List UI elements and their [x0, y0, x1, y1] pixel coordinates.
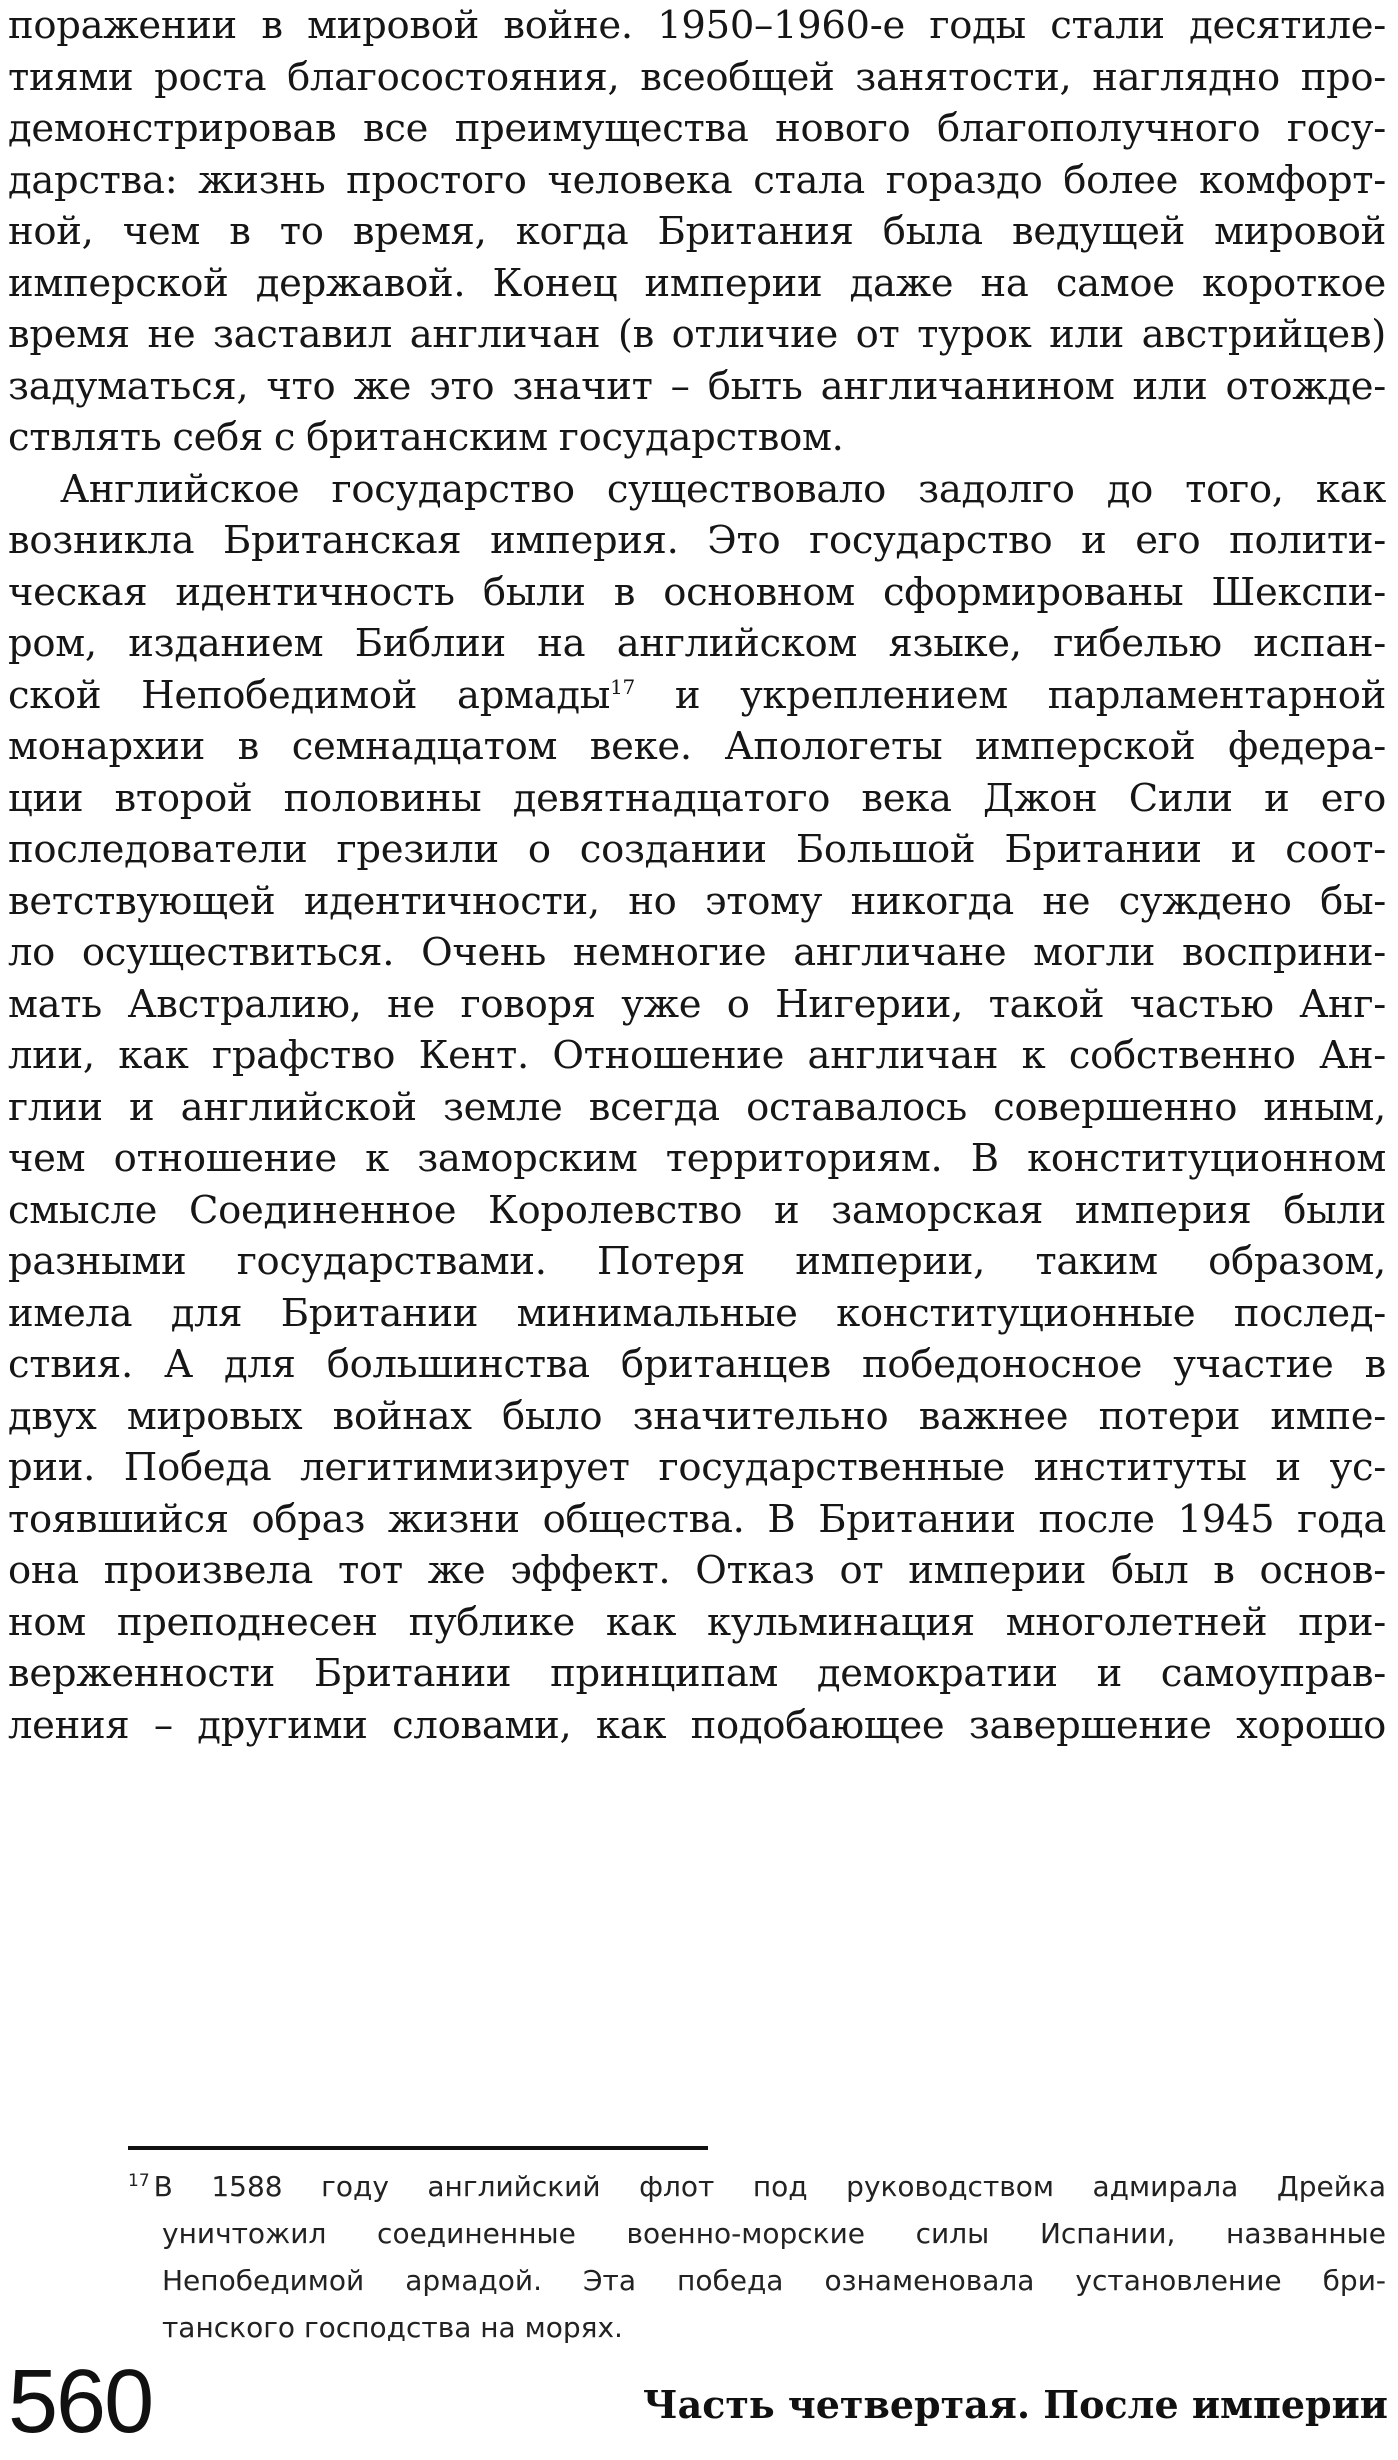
footnote: [128, 2163, 1386, 2351]
running-head: Часть четвертая. После империи: [642, 2382, 1388, 2427]
text-line: тиями роста благосостояния, всеобщей занятости, наглядно про-: [8, 54, 1386, 100]
text-line: ной, чем в то время, когда Британия была ведущей мировой: [8, 209, 1386, 254]
text-line: демонстрировав все преимущества нового благополучного госу-: [8, 106, 1386, 151]
text-line: ления – другими словами, как подобающее завершение хорошо: [8, 1702, 1386, 1748]
text-fragment: и укреплением парламентарной: [634, 672, 1386, 718]
footnote-reference[interactable]: 17: [610, 674, 635, 699]
text-line: лии, как графство Кент. Отношение англичан к собственно Ан-: [8, 1033, 1386, 1078]
footnote-text: В 1588 году английский флот под руководством адмирала Дрейка: [153, 2170, 1386, 2203]
text-line: ветствующей идентичности, но этому никогда не суждено бы-: [8, 878, 1386, 924]
text-line: мать Австралию, не говоря уже о Нигерии, такой частью Анг-: [8, 981, 1386, 1027]
text-line: имела для Британии минимальные конституционные послед-: [8, 1290, 1386, 1336]
text-line: ствия. А для большинства британцев победоносное участие в: [8, 1342, 1386, 1387]
text-line: разными государствами. Потеря империи, таким образом,: [8, 1239, 1386, 1284]
text-line: она произвела тот же эффект. Отказ от империи был в основ-: [8, 1548, 1386, 1593]
text-line: последователи грезили о создании Большой Британии и соот-: [8, 827, 1386, 872]
text-line: время не заставил англичан (в отличие от турок или австрийцев): [8, 312, 1386, 357]
text-line: ствлять себя с британским государством.: [8, 415, 844, 460]
text-line: смысле Соединенное Королевство и заморская империя были: [8, 1187, 1386, 1233]
text-line: двух мировых войнах было значительно важнее потери импе-: [8, 1393, 1386, 1439]
text-line: дарства: жизнь простого человека стала гораздо более комфорт-: [8, 157, 1386, 203]
text-line: ном преподнесен публике как кульминация многолетней при-: [8, 1599, 1386, 1645]
footnote-divider: [128, 2146, 708, 2150]
text-line: поражении в мировой войне. 1950–1960-е годы стали десятиле-: [8, 3, 1386, 48]
text-line-with-footnote-ref: [8, 670, 1386, 722]
footnote-line: танского господства на морях.: [162, 2311, 623, 2344]
text-line: верженности Британии принципам демократии и самоуправ-: [8, 1651, 1386, 1696]
text-line: ции второй половины девятнадцатого века Джон Сили и его: [8, 775, 1386, 821]
text-fragment: ской Непобедимой армады: [8, 672, 611, 718]
text-line: рии. Победа легитимизирует государственные институты и ус-: [8, 1445, 1386, 1490]
footnote-line: уничтожил соединенные военно-морские силы Испании, названные: [162, 2217, 1386, 2250]
body-text: [8, 0, 1386, 1751]
footnote-marker: 17: [128, 2170, 150, 2191]
text-line: возникла Британская империя. Это государство и его полити-: [8, 518, 1386, 563]
footnote-line: Непобедимой армадой. Эта победа ознаменовала установление бри-: [162, 2264, 1386, 2297]
text-line: ло осуществиться. Очень немногие англичане могли восприни-: [8, 930, 1386, 975]
text-line: имперской державой. Конец империи даже на самое короткое: [8, 260, 1386, 306]
text-line: глии и английской земле всегда оставалось совершенно иным,: [8, 1084, 1386, 1130]
text-line: монархии в семнадцатом веке. Апологеты имперской федера-: [8, 724, 1386, 769]
paragraph-start-line: Английское государство существовало задолго до того, как: [60, 466, 1386, 512]
text-line: тоявшийся образ жизни общества. В Британии после 1945 года: [8, 1496, 1386, 1542]
text-line: задуматься, что же это значит – быть англичанином или отожде-: [8, 363, 1386, 409]
footnote-line: [128, 2163, 1386, 2210]
page-number: 560: [8, 2352, 153, 2452]
text-line: чем отношение к заморским территориям. В конституционном: [8, 1136, 1386, 1181]
text-line: ром, изданием Библии на английском языке, гибелью испан-: [8, 621, 1386, 666]
text-line: ческая идентичность были в основном сформированы Шекспи-: [8, 569, 1386, 615]
